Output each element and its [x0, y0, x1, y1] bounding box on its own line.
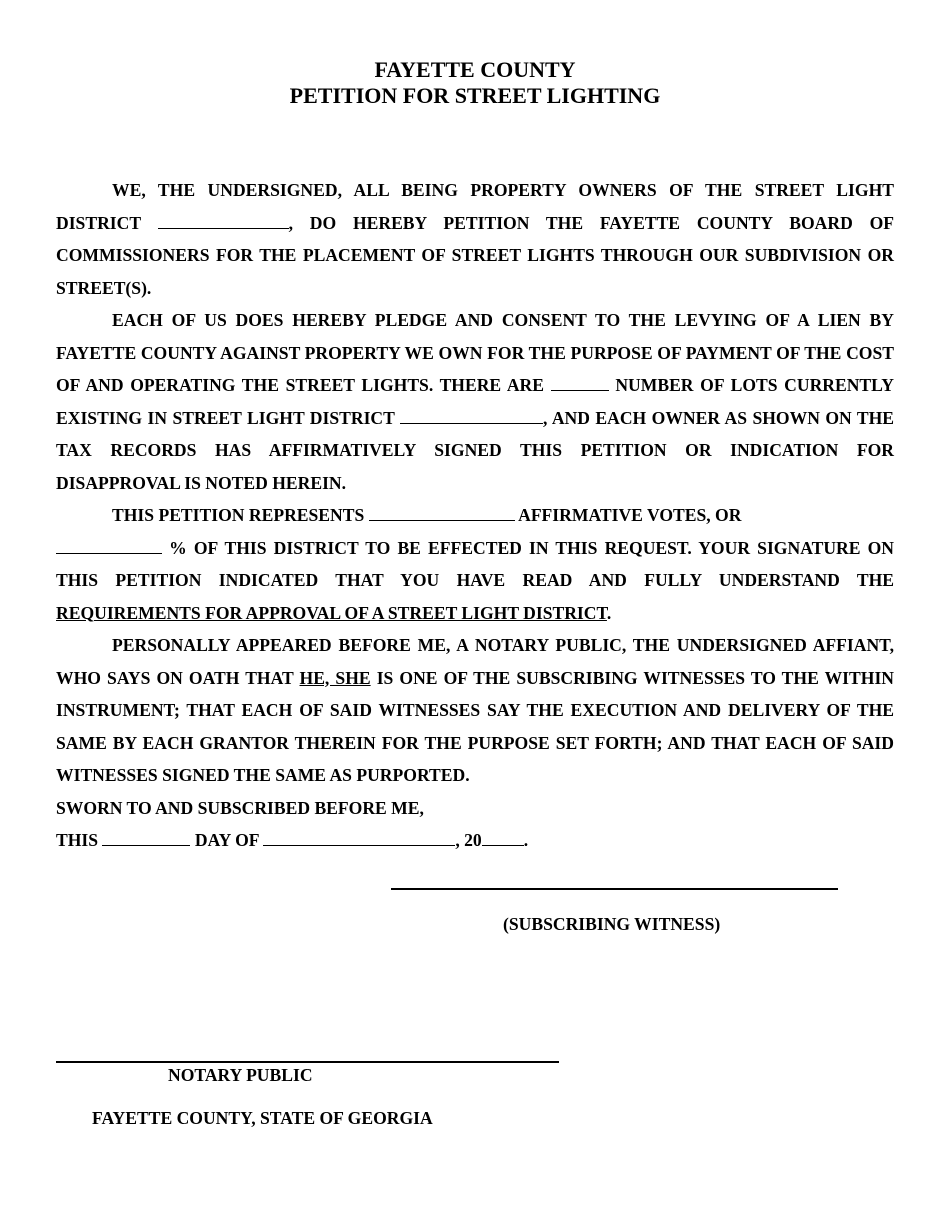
month-blank[interactable] [263, 827, 455, 846]
witness-label: (SUBSCRIBING WITNESS) [503, 914, 721, 934]
sworn-line: SWORN TO AND SUBSCRIBED BEFORE ME, [56, 797, 424, 818]
date-text: DAY OF [194, 830, 259, 850]
date-text: THIS [56, 830, 99, 850]
paragraph-text: , AND EACH OWNER AS SHOWN ON THE TAX RECORDS HAS AFFIRMATIVELY SIGNED THIS PETITION OR INDICATION FOR DISAPPROVAL IS NOTED HEREIN. [56, 407, 894, 493]
date-line [56, 824, 894, 857]
district-name-blank[interactable] [158, 210, 289, 229]
he-she-option: HE, SHE [299, 667, 371, 688]
requirements-reference: REQUIREMENTS FOR APPROVAL OF A STREET LIGHT DISTRICT [56, 602, 607, 623]
paragraph-percentage [56, 532, 894, 630]
document-title: FAYETTE COUNTY [374, 57, 576, 82]
date-text: . [523, 830, 529, 850]
paragraph-votes [56, 499, 894, 532]
paragraph-pledge [56, 304, 894, 499]
lot-count-blank[interactable] [551, 372, 609, 391]
percentage-blank[interactable] [56, 535, 162, 554]
year-blank[interactable] [482, 827, 524, 846]
paragraph-notary [56, 629, 894, 792]
notary-label: NOTARY PUBLIC [168, 1065, 313, 1085]
paragraph-text: IS ONE OF THE SUBSCRIBING WITNESSES TO THE WITHIN INSTRUMENT; THAT EACH OF SAID WITNESSES SAY THE EXECUTION AND DELIVERY OF THE SAME BY EACH GRANTOR THEREIN FOR THE PURPOSE SET FORTH; AND THAT EACH OF SAID WITNESSES SIGNED THE SAME AS PURPORTED. [56, 667, 894, 785]
petition-body [56, 174, 894, 857]
affirmative-votes-blank[interactable] [369, 502, 515, 521]
paragraph-district [56, 174, 894, 304]
paragraph-text: , DO HEREBY PETITION THE FAYETTE COUNTY BOARD OF COMMISSIONERS FOR THE PLACEMENT OF STREET LIGHTS THROUGH OUR SUBDIVISION OR STREET(S). [56, 212, 895, 298]
paragraph-text: EACH OF US DOES HEREBY PLEDGE AND CONSENT TO THE LEVYING OF A LIEN BY FAYETTE COUNTY AGAINST PROPERTY WE OWN FOR THE PURPOSE OF PAYMENT OF THE COST OF AND OPERATING THE STREET LIGHTS. THERE ARE [56, 310, 894, 395]
date-text: , 20 [455, 830, 482, 850]
witness-signature-line[interactable] [391, 888, 838, 890]
paragraph-text: PERSONALLY APPEARED BEFORE ME, A NOTARY PUBLIC, THE UNDERSIGNED AFFIANT, WHO SAYS ON OATH THAT [56, 635, 894, 688]
paragraph-text: % OF THIS DISTRICT TO BE EFFECTED IN THIS REQUEST. YOUR SIGNATURE ON THIS PETITION INDICATED THAT YOU HAVE READ AND FULLY UNDERSTAND THE [56, 537, 894, 590]
district-name-blank-2[interactable] [400, 405, 543, 424]
paragraph-text: WE, THE UNDERSIGNED, ALL BEING PROPERTY OWNERS OF THE STREET LIGHT DISTRICT [56, 180, 894, 233]
paragraph-text: AFFIRMATIVE VOTES, OR [518, 505, 742, 525]
notary-signature-line[interactable] [56, 1061, 559, 1063]
document-subtitle: PETITION FOR STREET LIGHTING [289, 83, 661, 108]
day-blank[interactable] [102, 827, 190, 846]
paragraph-text: . [606, 602, 612, 623]
paragraph-text: THIS PETITION REPRESENTS [112, 505, 365, 525]
paragraph-text: NUMBER OF LOTS CURRENTLY EXISTING IN STREET LIGHT DISTRICT [56, 375, 894, 428]
county-state-label: FAYETTE COUNTY, STATE OF GEORGIA [92, 1108, 433, 1128]
